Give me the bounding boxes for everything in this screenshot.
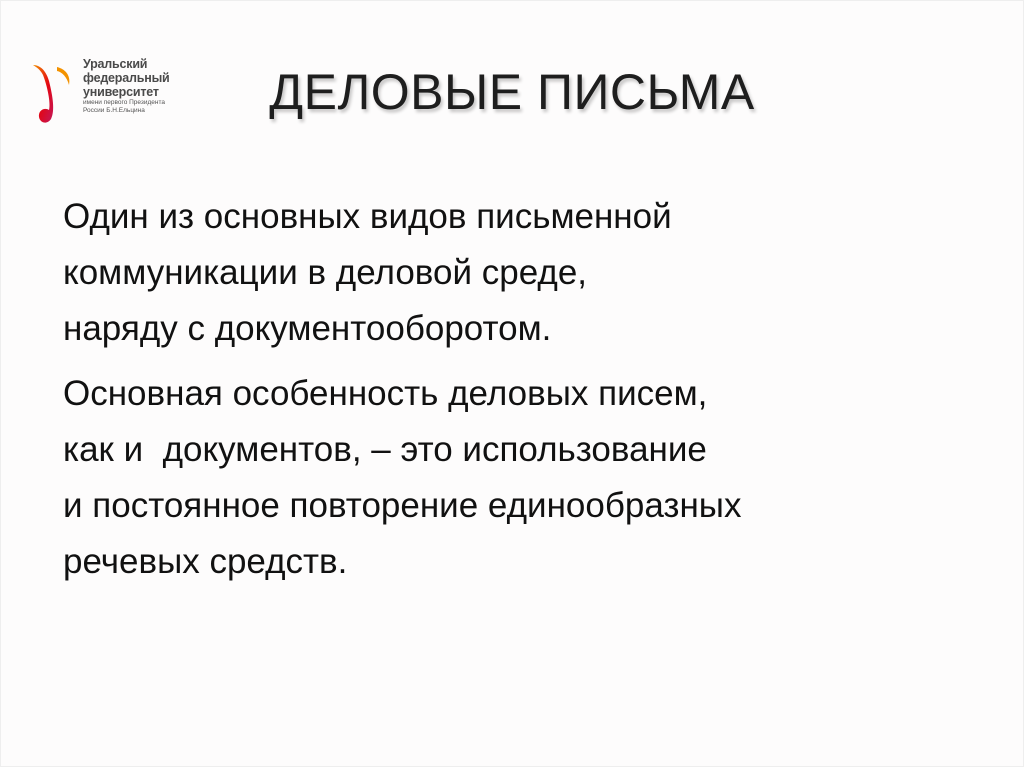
paragraph-2 xyxy=(63,366,963,590)
text-line: Основная особенность деловых писем, xyxy=(63,374,708,413)
text-line: Один из основных видов письменной xyxy=(63,197,672,236)
text-line: как и документов, – это использование xyxy=(63,430,707,469)
slide-title: ДЕЛОВЫЕ ПИСЬМА xyxy=(269,64,755,120)
logo-line-2: федеральный xyxy=(83,71,170,85)
paragraph-1 xyxy=(63,189,963,357)
logo-line-3: университет xyxy=(83,85,159,99)
logo-subtitle-1: имени первого Президента xyxy=(83,99,166,106)
logo-subtitle-2: России Б.Н.Ельцина xyxy=(83,107,145,114)
text-line: наряду с документооборотом. xyxy=(63,309,552,348)
text-line: коммуникации в деловой среде, xyxy=(63,253,588,292)
text-line: речевых средств. xyxy=(63,542,348,581)
text-line: и постоянное повторение единообразных xyxy=(63,486,742,525)
slide-body xyxy=(63,189,963,599)
logo-line-1: Уральский xyxy=(83,57,148,71)
